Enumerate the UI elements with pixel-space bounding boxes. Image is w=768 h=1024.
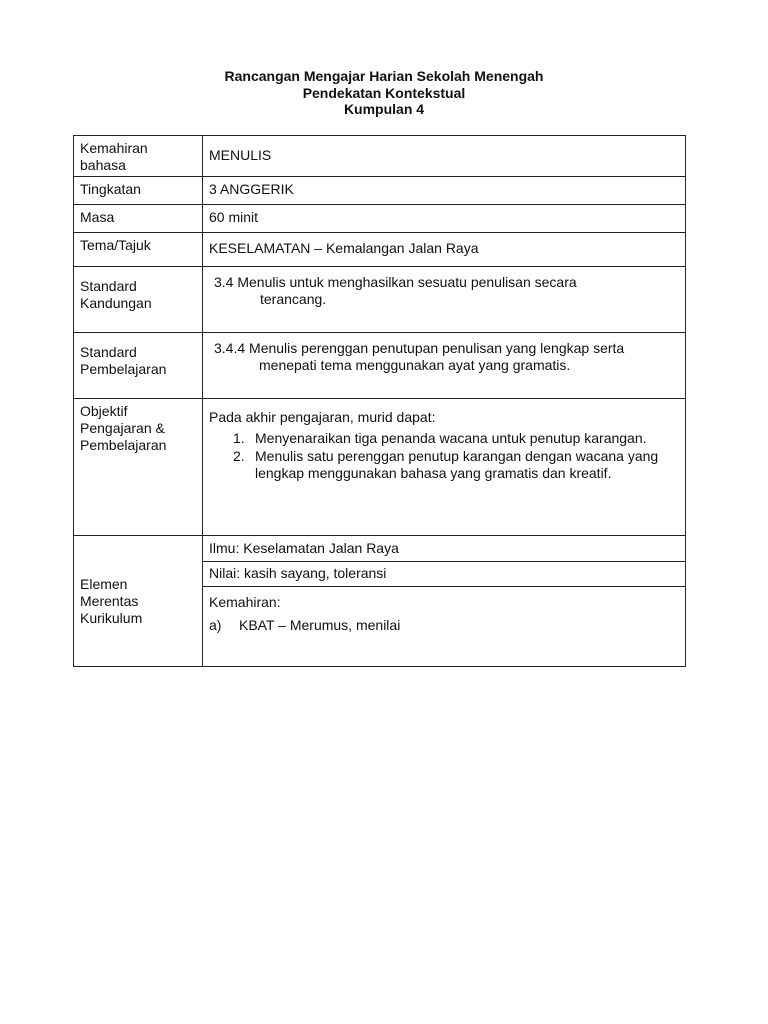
label-emk-line2: Merentas <box>80 592 139 609</box>
label-cell <box>74 333 203 399</box>
label-sk-line1: Standard <box>80 278 137 294</box>
kemahiran-item-text: KBAT – Merumus, menilai <box>239 617 401 633</box>
label-kemahiran-line2: bahasa <box>80 157 126 173</box>
objective-text: Menulis satu perenggan penutup karangan dengan wacana yang lengkap menggunakan bahasa yang gramatis dan kreatif. <box>255 448 659 481</box>
label-cell <box>74 233 203 267</box>
label-cell <box>74 136 203 177</box>
lesson-plan-table <box>73 135 686 667</box>
label-cell <box>74 536 203 667</box>
value-kemahiran-title: Kemahiran: <box>209 594 281 610</box>
row-tema <box>74 233 686 267</box>
kemahiran-item-letter: a) <box>209 617 222 633</box>
value-cell <box>203 233 686 267</box>
label-cell <box>74 267 203 333</box>
value-sp-line1: 3.4.4 Menulis perenggan penutupan penulisan yang lengkap serta <box>214 340 625 356</box>
value-kemahiran-bahasa: MENULIS <box>209 147 272 163</box>
title-line-1: Rancangan Mengajar Harian Sekolah Menengah <box>224 68 544 84</box>
value-tingkatan: 3 ANGGERIK <box>209 181 294 197</box>
label-obj-line2: Pengajaran & <box>80 420 165 436</box>
row-emk-ilmu <box>74 536 686 562</box>
label-emk-line1: Elemen <box>80 575 128 592</box>
label-masa: Masa <box>80 209 115 225</box>
label-sp-line1: Standard <box>80 344 137 360</box>
value-sp-line2: menepati tema menggunakan ayat yang gramatis. <box>259 357 571 373</box>
value-cell <box>203 177 686 205</box>
label-obj-line1: Objektif <box>80 403 128 419</box>
value-cell <box>203 536 686 562</box>
row-objektif <box>74 399 686 536</box>
objective-number: 1. <box>233 430 245 446</box>
value-cell <box>203 136 686 177</box>
objektif-intro: Pada akhir pengajaran, murid dapat: <box>209 409 436 425</box>
objective-text: Menyenaraikan tiga penanda wacana untuk penutup karangan. <box>255 430 647 446</box>
label-emk-line3: Kurikulum <box>80 609 143 626</box>
objectives-list <box>209 430 679 482</box>
value-tema: KESELAMATAN – Kemalangan Jalan Raya <box>209 240 479 256</box>
value-nilai: Nilai: kasih sayang, toleransi <box>209 565 387 581</box>
label-cell <box>74 177 203 205</box>
label-cell <box>74 205 203 233</box>
value-cell <box>203 562 686 587</box>
label-sp-line2: Pembelajaran <box>80 361 167 377</box>
value-sk-line2: terancang. <box>260 291 327 307</box>
document-title <box>0 68 768 118</box>
value-cell <box>203 333 686 399</box>
row-kemahiran-bahasa <box>74 136 686 177</box>
objective-item <box>209 448 679 482</box>
label-tingkatan: Tingkatan <box>80 181 141 197</box>
value-cell <box>203 267 686 333</box>
objective-item <box>209 430 679 447</box>
label-cell <box>74 399 203 536</box>
title-line-2: Pendekatan Kontekstual <box>302 84 466 101</box>
value-cell <box>203 587 686 667</box>
value-ilmu: Ilmu: Keselamatan Jalan Raya <box>209 540 399 556</box>
value-sk-line1: 3.4 Menulis untuk menghasilkan sesuatu penulisan secara <box>214 274 577 290</box>
row-standard-pembelajaran <box>74 333 686 399</box>
row-standard-kandungan <box>74 267 686 333</box>
value-masa: 60 minit <box>209 209 259 225</box>
row-tingkatan <box>74 177 686 205</box>
label-kemahiran-line1: Kemahiran <box>80 140 148 156</box>
label-sk-line2: Kandungan <box>80 295 152 311</box>
title-line-3: Kumpulan 4 <box>343 101 425 117</box>
label-tema: Tema/Tajuk <box>80 237 151 253</box>
value-cell <box>203 399 686 536</box>
label-obj-line3: Pembelajaran <box>80 437 167 453</box>
value-cell <box>203 205 686 233</box>
row-masa <box>74 205 686 233</box>
objective-number: 2. <box>233 448 245 464</box>
kemahiran-item <box>209 617 679 634</box>
